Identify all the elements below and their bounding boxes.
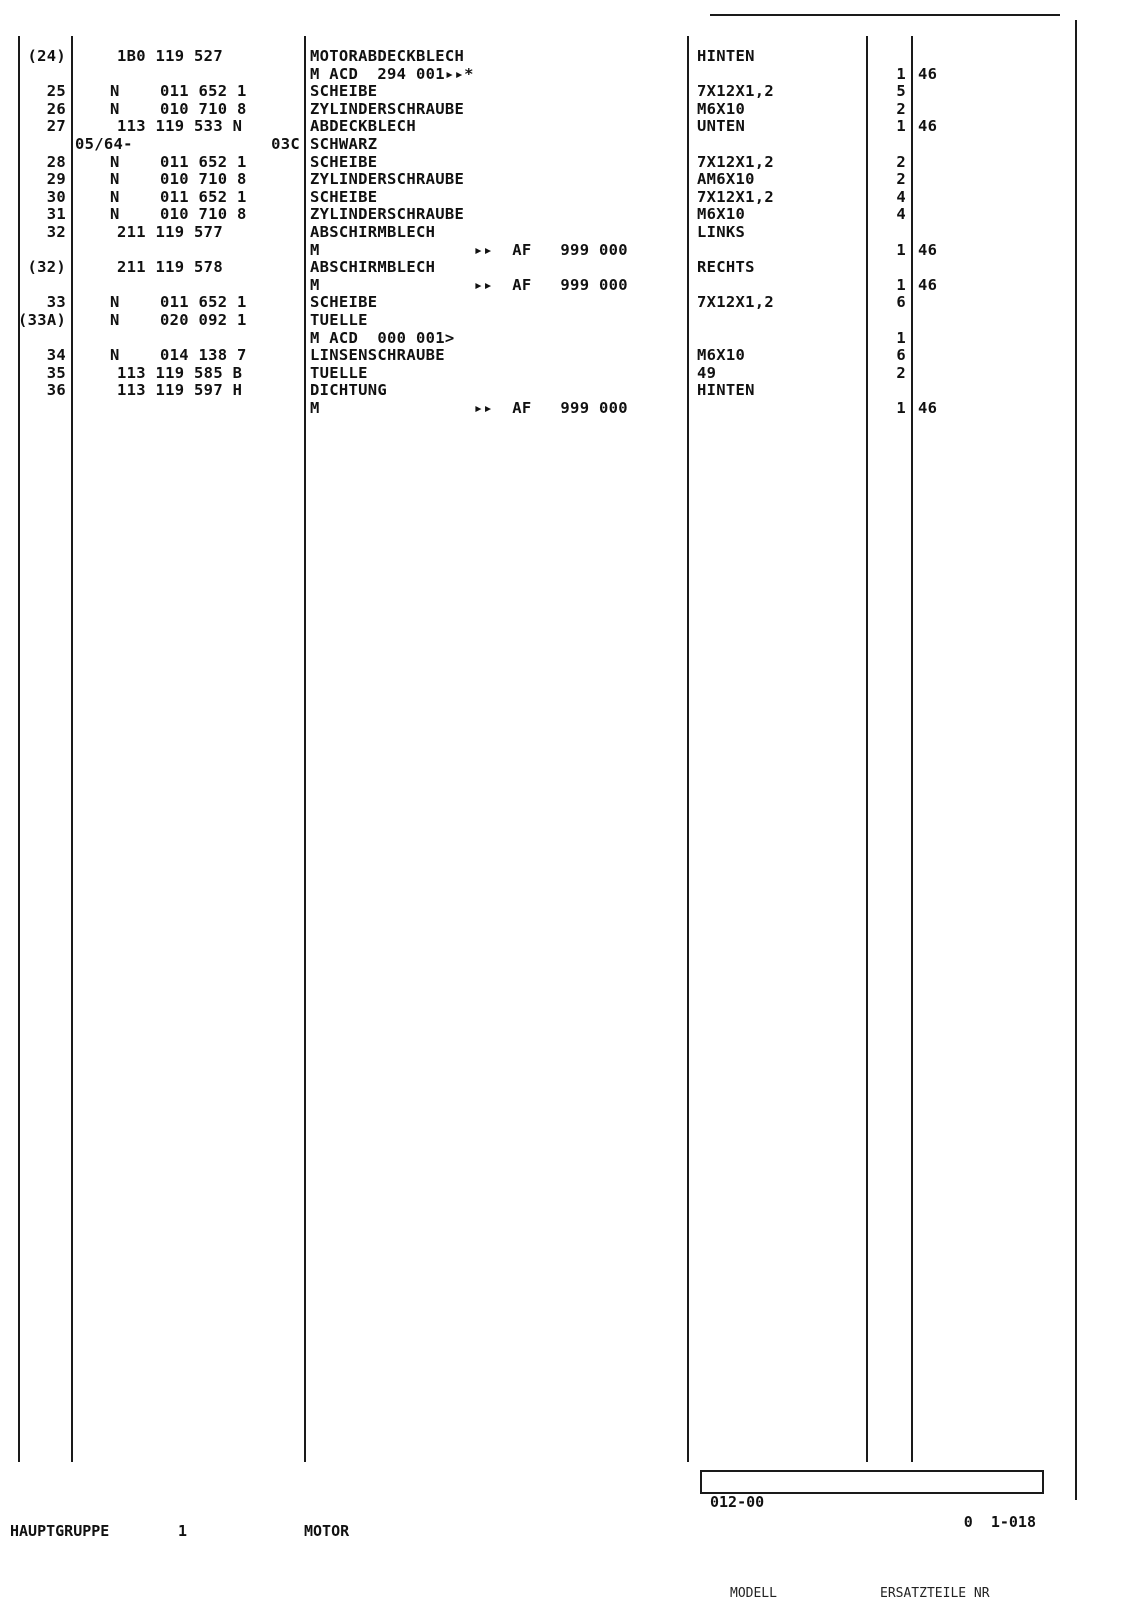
col-line-left: [18, 36, 20, 1462]
col-line-model: [911, 36, 913, 1462]
row-part-number: 010 710 8: [160, 170, 247, 189]
page-code-right: 0 1-018: [963, 1513, 1036, 1531]
row-position: 34: [46, 346, 66, 365]
top-rule: [710, 14, 1060, 16]
row-description: ZYLINDERSCHRAUBE: [310, 205, 465, 224]
row-position: 25: [46, 82, 66, 101]
row-model: 46: [918, 275, 938, 294]
row-quantity: 2: [896, 170, 906, 189]
row-description: ABSCHIRMBLECH: [310, 223, 436, 241]
row-specification: 7X12X1,2: [697, 82, 775, 101]
group-name: MOTOR: [304, 1522, 350, 1540]
row-prefix: N: [110, 82, 120, 101]
page-code-box: [700, 1470, 1044, 1531]
group-label: HAUPTGRUPPE: [10, 1522, 110, 1540]
row-description: LINSENSCHRAUBE: [310, 346, 445, 365]
row-part-number: 1B0 119 527: [117, 47, 223, 65]
row-quantity: 5: [896, 82, 906, 101]
row-model: 46: [918, 399, 938, 417]
row-quantity: 6: [896, 293, 906, 312]
row-prefix: N: [110, 205, 120, 224]
row-specification: LINKS: [697, 223, 746, 241]
row-description: SCHEIBE: [310, 152, 378, 171]
row-quantity: 1: [896, 240, 906, 259]
row-model: 46: [918, 240, 938, 259]
row-description: MOTORABDECKBLECH: [310, 47, 465, 65]
row-specification: RECHTS: [697, 258, 755, 277]
row-description: SCHEIBE: [310, 82, 378, 101]
row-part-number: 113 119 585 B: [117, 363, 243, 382]
bottom-ersatzteile-label: ERSATZTEILE NR: [880, 1586, 990, 1601]
row-description: M ▸▸ AF 999 000: [310, 399, 628, 417]
row-quantity: 1: [896, 275, 906, 294]
row-part-number: 011 652 1: [160, 293, 247, 312]
row-position: 32: [46, 223, 66, 241]
row-description: M ACD 000 001>: [310, 328, 455, 347]
row-description: SCHEIBE: [310, 293, 378, 312]
row-prefix: N: [110, 346, 120, 365]
row-specification: HINTEN: [697, 381, 755, 400]
row-specification: UNTEN: [697, 117, 746, 136]
row-suffix: 03C: [271, 135, 300, 153]
row-prefix: N: [110, 311, 120, 329]
row-part-number: 011 652 1: [160, 82, 247, 101]
row-part-number: 010 710 8: [160, 99, 247, 118]
row-part-number: 113 119 597 H: [117, 381, 243, 400]
col-line-desc: [304, 36, 306, 1462]
row-description: SCHWARZ: [310, 135, 378, 153]
row-position: (24): [27, 47, 66, 65]
row-quantity: 4: [896, 205, 906, 224]
row-part-number: 113 119 533 N: [117, 117, 243, 136]
row-description: ABSCHIRMBLECH: [310, 258, 436, 277]
row-position: 36: [46, 381, 66, 400]
row-position: (32): [27, 258, 66, 277]
row-position: 27: [46, 117, 66, 136]
row-description: M ▸▸ AF 999 000: [310, 240, 628, 259]
row-quantity: 4: [896, 187, 906, 206]
row-description: M ▸▸ AF 999 000: [310, 275, 628, 294]
row-position: (33A): [18, 311, 67, 329]
row-model: 46: [918, 64, 938, 83]
row-position: 28: [46, 152, 66, 171]
row-quantity: 6: [896, 346, 906, 365]
row-part-number: 011 652 1: [160, 187, 247, 206]
row-prefix: N: [110, 170, 120, 189]
row-part-number: 010 710 8: [160, 205, 247, 224]
row-quantity: 2: [896, 152, 906, 171]
row-description: TUELLE: [310, 363, 368, 382]
row-model: 46: [918, 117, 938, 136]
row-position: 26: [46, 99, 66, 118]
row-description: ZYLINDERSCHRAUBE: [310, 170, 465, 189]
bottom-modell-label: MODELL: [730, 1586, 777, 1601]
col-line-spec: [687, 36, 689, 1462]
row-specification: M6X10: [697, 346, 746, 365]
row-prefix: N: [110, 99, 120, 118]
row-description: DICHTUNG: [310, 381, 388, 400]
row-quantity: 1: [896, 64, 906, 83]
row-description: SCHEIBE: [310, 187, 378, 206]
row-specification: 49: [697, 363, 717, 382]
group-number: 1: [178, 1522, 188, 1540]
row-position: 33: [46, 293, 66, 312]
row-position: 31: [46, 205, 66, 224]
page-code-left: 012-00: [710, 1493, 765, 1511]
row-prefix: N: [110, 187, 120, 206]
row-prefix: N: [110, 293, 120, 312]
row-specification: HINTEN: [697, 47, 755, 65]
row-specification: 7X12X1,2: [697, 187, 775, 206]
row-position: 35: [46, 363, 66, 382]
row-part-number: 014 138 7: [160, 346, 247, 365]
row-quantity: 1: [896, 399, 906, 417]
row-specification: 7X12X1,2: [697, 152, 775, 171]
row-description: M ACD 294 001▸▸*: [310, 64, 474, 83]
row-specification: M6X10: [697, 205, 746, 224]
row-prefix: 05/64-: [75, 135, 133, 153]
row-specification: 7X12X1,2: [697, 293, 775, 312]
row-part-number: 211 119 577: [117, 223, 223, 241]
row-part-number: 011 652 1: [160, 152, 247, 171]
col-line-right: [1075, 20, 1077, 1500]
row-part-number: 020 092 1: [160, 311, 247, 329]
row-position: 29: [46, 170, 66, 189]
row-description: TUELLE: [310, 311, 368, 329]
row-quantity: 1: [896, 328, 906, 347]
col-line-pos: [71, 36, 73, 1462]
row-part-number: 211 119 578: [117, 258, 223, 277]
row-quantity: 2: [896, 363, 906, 382]
row-quantity: 2: [896, 99, 906, 118]
row-position: 30: [46, 187, 66, 206]
row-description: ZYLINDERSCHRAUBE: [310, 99, 465, 118]
row-specification: AM6X10: [697, 170, 755, 189]
row-prefix: N: [110, 152, 120, 171]
row-specification: M6X10: [697, 99, 746, 118]
row-description: ABDECKBLECH: [310, 117, 416, 136]
row-quantity: 1: [896, 117, 906, 136]
